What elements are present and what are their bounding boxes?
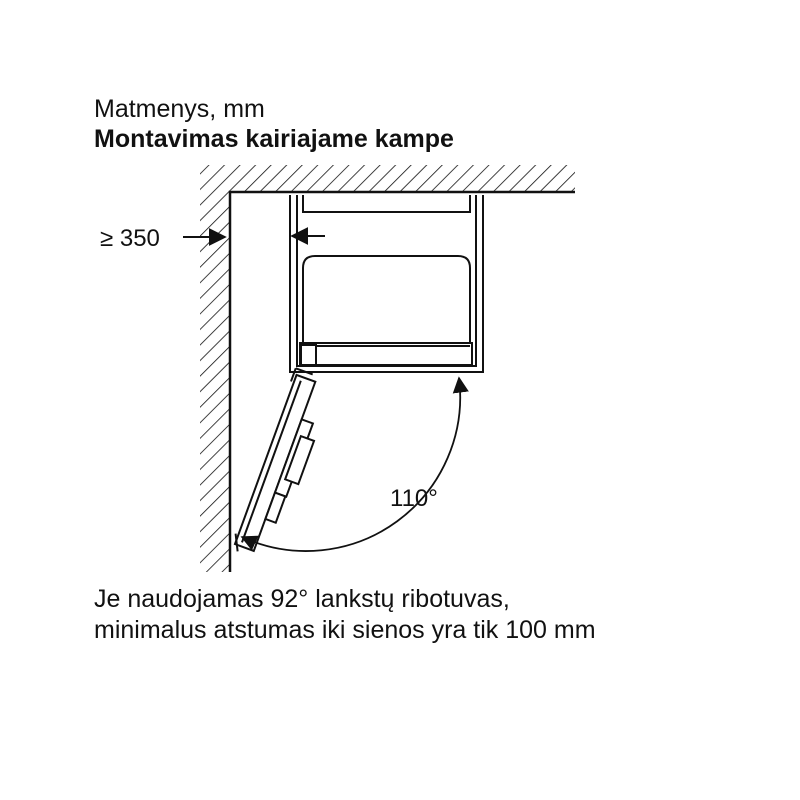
door-angle-label: 110° (390, 485, 438, 512)
hinge-limiter-note-line1: Je naudojamas 92° lankstų ribotuvas, (94, 585, 510, 613)
open-door (230, 368, 335, 563)
wall-distance-label: ≥ 350 (100, 225, 160, 252)
page-title: Montavimas kairiajame kampe (94, 125, 454, 153)
hinge-limiter-note-line2: minimalus atstumas iki sienos yra tik 100 mm (94, 616, 596, 644)
dimensions-unit-label: Matmenys, mm (94, 95, 265, 123)
appliance-body (300, 195, 472, 366)
